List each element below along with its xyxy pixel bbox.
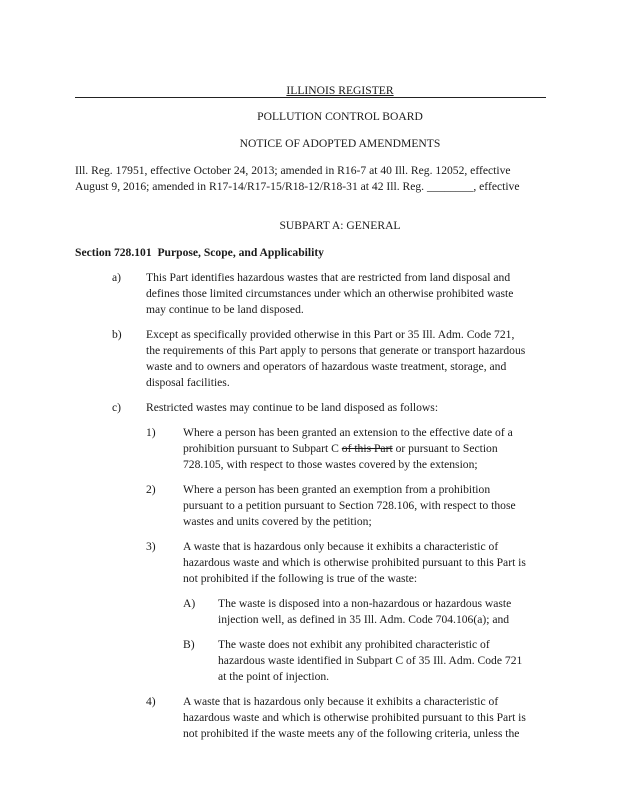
item-3b-label: B)	[183, 638, 195, 651]
source-note-blank: ________	[426, 180, 474, 193]
para-b-line: waste and to owners and operators of hazardous waste treatment, storage, and	[146, 360, 507, 373]
item-3a-label: A)	[183, 597, 196, 610]
item-1-line2-post: or pursuant to Section	[395, 442, 498, 455]
item-2-line: pursuant to a petition pursuant to Section 728.106, with respect to those	[183, 499, 516, 512]
subpart-title: SUBPART A: GENERAL	[279, 219, 401, 232]
para-a-label: a)	[112, 271, 122, 284]
source-note-line1: Ill. Reg. 17951, effective October 24, 2013; amended in R16-7 at 40 Ill. Reg. 12052, effective	[75, 164, 511, 177]
board-title: POLLUTION CONTROL BOARD	[257, 110, 423, 123]
item-1-line2	[183, 441, 498, 457]
item-2-label: 2)	[146, 483, 156, 496]
section-heading	[75, 245, 324, 261]
para-b-label: b)	[112, 328, 122, 341]
item-1-label: 1)	[146, 426, 156, 439]
item-4-label: 4)	[146, 695, 156, 708]
para-a-line: This Part identifies hazardous wastes that are restricted from land disposal and	[146, 271, 511, 284]
item-1-line: Where a person has been granted an extension to the effective date of a	[183, 426, 513, 439]
source-note-line2-post: , effective	[473, 180, 520, 193]
item-1-line: 728.105, with respect to those wastes covered by the extension;	[183, 458, 478, 471]
item-3b-line: hazardous waste identified in Subpart C of 35 Ill. Adm. Code 721	[218, 654, 523, 667]
item-4-line: A waste that is hazardous only because it exhibits a characteristic of	[183, 695, 499, 708]
item-3-label: 3)	[146, 540, 156, 553]
item-3a-line: The waste is disposed into a non-hazardous or hazardous waste	[218, 597, 512, 610]
section-title: Purpose, Scope, and Applicability	[157, 246, 324, 259]
item-4-line: not prohibited if the waste meets any of the following criteria, unless the	[183, 727, 520, 740]
notice-title: NOTICE OF ADOPTED AMENDMENTS	[239, 137, 441, 150]
item-1-line2-pre: prohibition pursuant to Subpart C	[183, 442, 339, 455]
para-b-line: disposal facilities.	[146, 376, 230, 389]
item-2-line: wastes and units covered by the petition;	[183, 515, 372, 528]
para-b-line: Except as specifically provided otherwise in this Part or 35 Ill. Adm. Code 721,	[146, 328, 515, 341]
item-2-line: Where a person has been granted an exemption from a prohibition	[183, 483, 491, 496]
item-3a-line: injection well, as defined in 35 Ill. Adm. Code 704.106(a); and	[218, 613, 510, 626]
item-3-line: A waste that is hazardous only because it exhibits a characteristic of	[183, 540, 499, 553]
item-1-struck-text: of this Part	[341, 442, 393, 455]
para-a-line: defines those limited circumstances under which an otherwise prohibited waste	[146, 287, 514, 300]
para-c-intro: Restricted wastes may continue to be land disposed as follows:	[146, 401, 439, 414]
item-3-line: hazardous waste and which is otherwise prohibited pursuant to this Part is	[183, 556, 526, 569]
source-note-line2-pre: August 9, 2016; amended in R17-14/R17-15/R18-12/R18-31 at 42 Ill. Reg.	[75, 180, 425, 193]
source-note-line2	[75, 179, 520, 195]
item-4-line: hazardous waste and which is otherwise prohibited pursuant to this Part is	[183, 711, 526, 724]
item-3b-line: at the point of injection.	[218, 670, 330, 683]
section-number: Section 728.101	[75, 246, 152, 259]
para-b-line: the requirements of this Part apply to persons that generate or transport hazardous	[146, 344, 526, 357]
header-rule	[75, 97, 546, 98]
register-title: ILLINOIS REGISTER	[286, 84, 394, 97]
item-3b-line: The waste does not exhibit any prohibited characteristic of	[218, 638, 490, 651]
para-a-line: may continue to be land disposed.	[146, 303, 304, 316]
para-c-label: c)	[112, 401, 122, 414]
item-3-line: not prohibited if the following is true of the waste:	[183, 572, 418, 585]
